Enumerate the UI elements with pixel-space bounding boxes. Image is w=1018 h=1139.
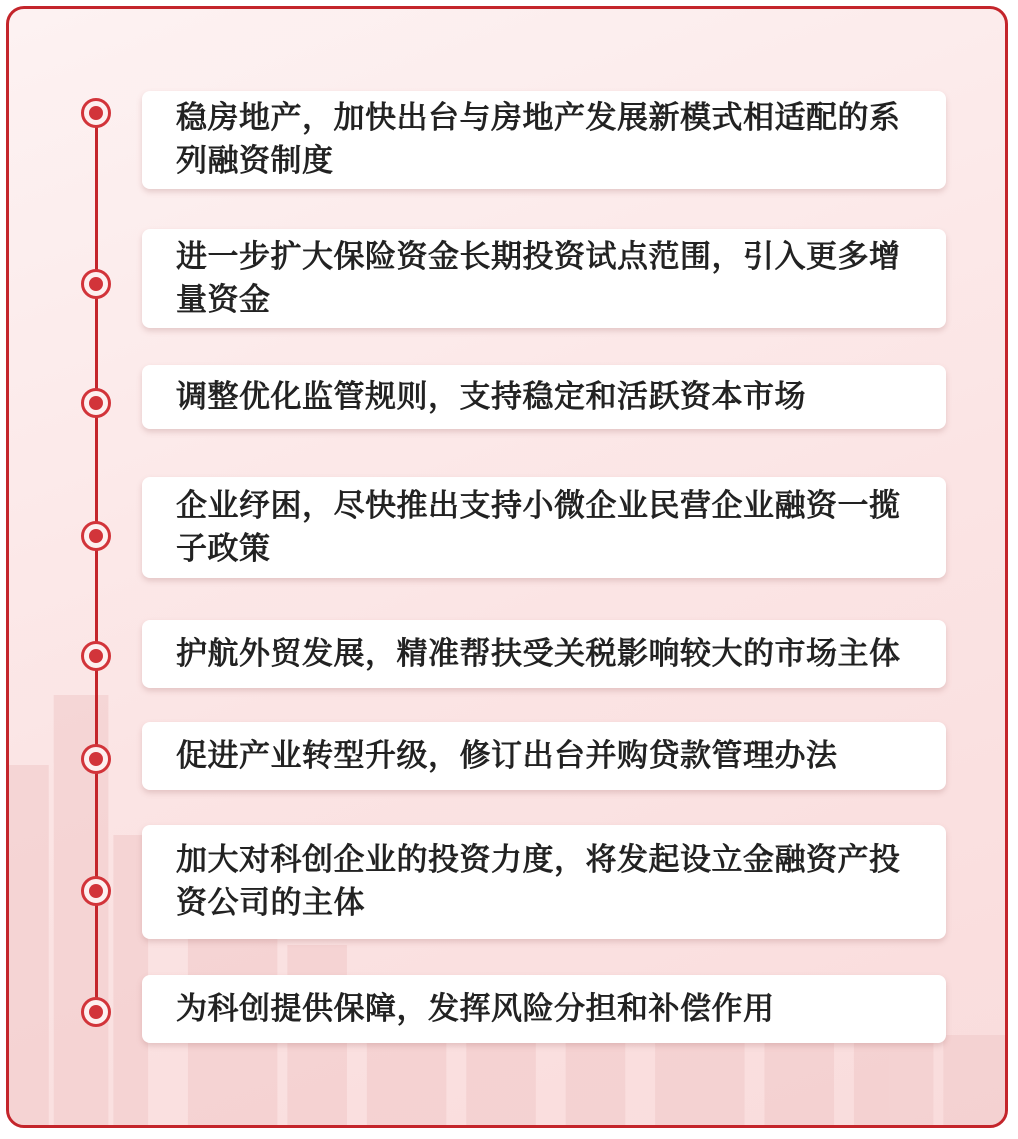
timeline-dot <box>81 997 111 1027</box>
item-text: 加大对科创企业的投资力度，将发起设立金融资产投资公司的主体 <box>176 842 901 921</box>
list-item <box>142 722 946 790</box>
list-item <box>142 825 946 939</box>
timeline-dot <box>81 641 111 671</box>
item-text: 稳房地产，加快出台与房地产发展新模式相适配的系列融资制度 <box>176 100 901 179</box>
item-text: 促进产业转型升级，修订出台并购贷款管理办法 <box>176 737 838 774</box>
item-text: 为科创提供保障，发挥风险分担和补偿作用 <box>176 990 775 1027</box>
timeline-dot <box>81 269 111 299</box>
item-text: 进一步扩大保险资金长期投资试点范围，引入更多增量资金 <box>176 238 901 318</box>
timeline-dot <box>81 521 111 551</box>
item-text: 调整优化监管规则，支持稳定和活跃资本市场 <box>176 378 806 415</box>
list-item <box>142 975 946 1043</box>
item-text: 企业纾困，尽快推出支持小微企业民营企业融资一揽子政策 <box>176 487 901 567</box>
item-text: 护航外贸发展，精准帮扶受关税影响较大的市场主体 <box>176 635 901 672</box>
list-item <box>142 229 946 328</box>
timeline-dot <box>81 98 111 128</box>
list-item <box>142 365 946 429</box>
timeline-dot <box>81 388 111 418</box>
infographic-frame <box>6 6 1008 1128</box>
list-item <box>142 620 946 688</box>
timeline-dot <box>81 876 111 906</box>
list-item <box>142 477 946 578</box>
list-item <box>142 91 946 189</box>
timeline-dot <box>81 744 111 774</box>
